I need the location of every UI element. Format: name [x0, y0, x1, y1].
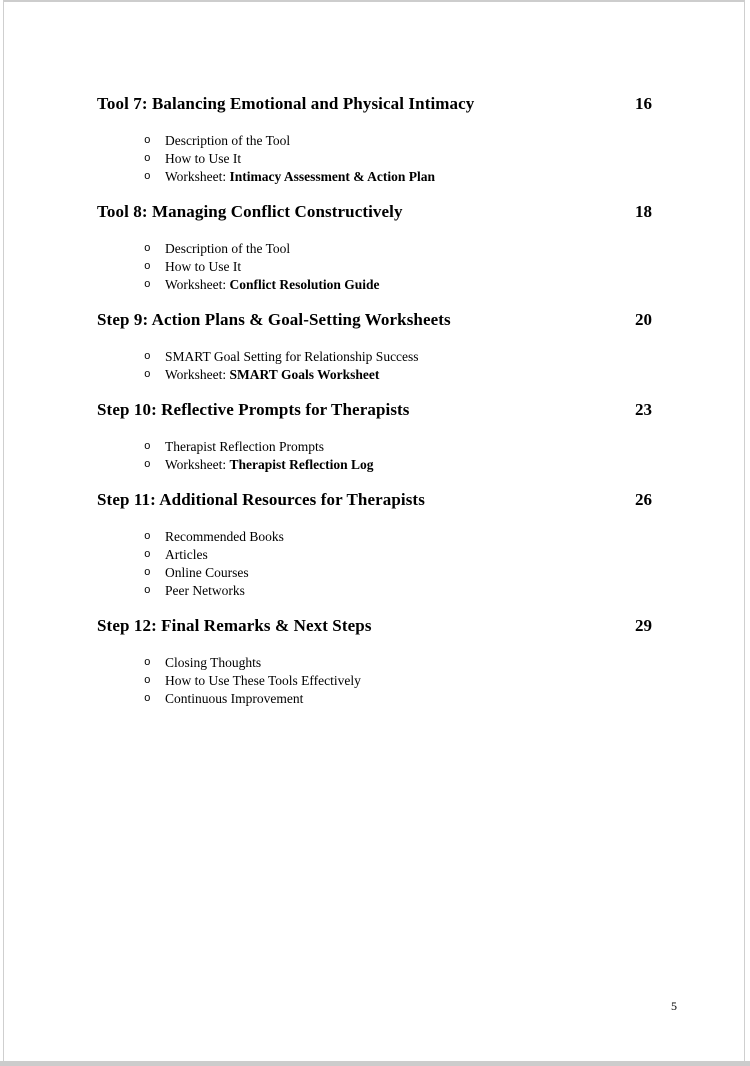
toc-item — [97, 528, 652, 546]
circle-bullet-icon: o — [144, 675, 151, 687]
circle-bullet-icon: o — [144, 351, 151, 363]
toc-item-list — [97, 240, 652, 294]
toc-item-text: Worksheet: SMART Goals Worksheet — [165, 367, 380, 382]
toc-item — [97, 582, 652, 600]
toc-section — [97, 311, 652, 384]
toc-item — [97, 240, 652, 258]
toc-item-text: Articles — [165, 547, 208, 562]
section-title: Tool 8: Managing Conflict Constructively — [97, 202, 403, 221]
toc-item-text: Therapist Reflection Prompts — [165, 439, 324, 454]
toc-section — [97, 203, 652, 294]
toc-item — [97, 438, 652, 456]
toc-item — [97, 654, 652, 672]
toc-item-text: Description of the Tool — [165, 241, 291, 256]
section-page-number: 16 — [635, 94, 652, 113]
section-title: Step 9: Action Plans & Goal-Setting Worksheets — [97, 310, 451, 329]
toc-item — [97, 456, 652, 474]
page-gap — [0, 1061, 750, 1066]
toc-section — [97, 491, 652, 600]
circle-bullet-icon: o — [144, 243, 151, 255]
circle-bullet-icon: o — [144, 657, 151, 669]
toc-heading-row — [97, 203, 652, 220]
toc-item-text: Peer Networks — [165, 583, 245, 598]
toc-heading-row — [97, 617, 652, 634]
toc-item-text: How to Use These Tools Effectively — [165, 673, 361, 688]
toc-heading-row — [97, 491, 652, 508]
toc-item-list — [97, 654, 652, 708]
toc-item-text: SMART Goal Setting for Relationship Success — [165, 349, 419, 364]
toc-item — [97, 132, 652, 150]
table-of-contents — [97, 95, 652, 725]
toc-item-text: Worksheet: Conflict Resolution Guide — [165, 277, 380, 292]
section-page-number: 26 — [635, 490, 652, 509]
toc-item — [97, 150, 652, 168]
toc-heading-row — [97, 95, 652, 112]
circle-bullet-icon: o — [144, 531, 151, 543]
toc-item-list — [97, 438, 652, 474]
circle-bullet-icon: o — [144, 567, 151, 579]
toc-item — [97, 348, 652, 366]
toc-item — [97, 366, 652, 384]
circle-bullet-icon: o — [144, 693, 151, 705]
section-title: Step 10: Reflective Prompts for Therapists — [97, 400, 410, 419]
section-page-number: 29 — [635, 616, 652, 635]
toc-section — [97, 401, 652, 474]
circle-bullet-icon: o — [144, 585, 151, 597]
toc-item-text: Description of the Tool — [165, 133, 291, 148]
circle-bullet-icon: o — [144, 279, 151, 291]
toc-item — [97, 546, 652, 564]
toc-heading-row — [97, 401, 652, 418]
page-number-footer: 5 — [671, 999, 677, 1013]
circle-bullet-icon: o — [144, 261, 151, 273]
toc-item-list — [97, 528, 652, 600]
toc-section — [97, 617, 652, 708]
circle-bullet-icon: o — [144, 369, 151, 381]
toc-item-text: Closing Thoughts — [165, 655, 262, 670]
toc-item-text: How to Use It — [165, 151, 242, 166]
section-page-number: 23 — [635, 400, 652, 419]
section-page-number: 20 — [635, 310, 652, 329]
section-title: Step 11: Additional Resources for Therapists — [97, 490, 425, 509]
section-page-number: 18 — [635, 202, 652, 221]
toc-item-text: Online Courses — [165, 565, 249, 580]
toc-section — [97, 95, 652, 186]
toc-item-text: How to Use It — [165, 259, 242, 274]
toc-item — [97, 690, 652, 708]
toc-item-text: Worksheet: Therapist Reflection Log — [165, 457, 374, 472]
circle-bullet-icon: o — [144, 549, 151, 561]
circle-bullet-icon: o — [144, 441, 151, 453]
toc-item-text: Recommended Books — [165, 529, 284, 544]
section-title: Step 12: Final Remarks & Next Steps — [97, 616, 372, 635]
toc-heading-row — [97, 311, 652, 328]
toc-item — [97, 276, 652, 294]
toc-item-list — [97, 132, 652, 186]
toc-item-list — [97, 348, 652, 384]
circle-bullet-icon: o — [144, 459, 151, 471]
toc-item — [97, 564, 652, 582]
toc-item-text: Continuous Improvement — [165, 691, 304, 706]
toc-item — [97, 168, 652, 186]
circle-bullet-icon: o — [144, 171, 151, 183]
circle-bullet-icon: o — [144, 153, 151, 165]
toc-item — [97, 672, 652, 690]
toc-item-text: Worksheet: Intimacy Assessment & Action Plan — [165, 169, 436, 184]
toc-item — [97, 258, 652, 276]
section-title: Tool 7: Balancing Emotional and Physical Intimacy — [97, 94, 475, 113]
circle-bullet-icon: o — [144, 135, 151, 147]
